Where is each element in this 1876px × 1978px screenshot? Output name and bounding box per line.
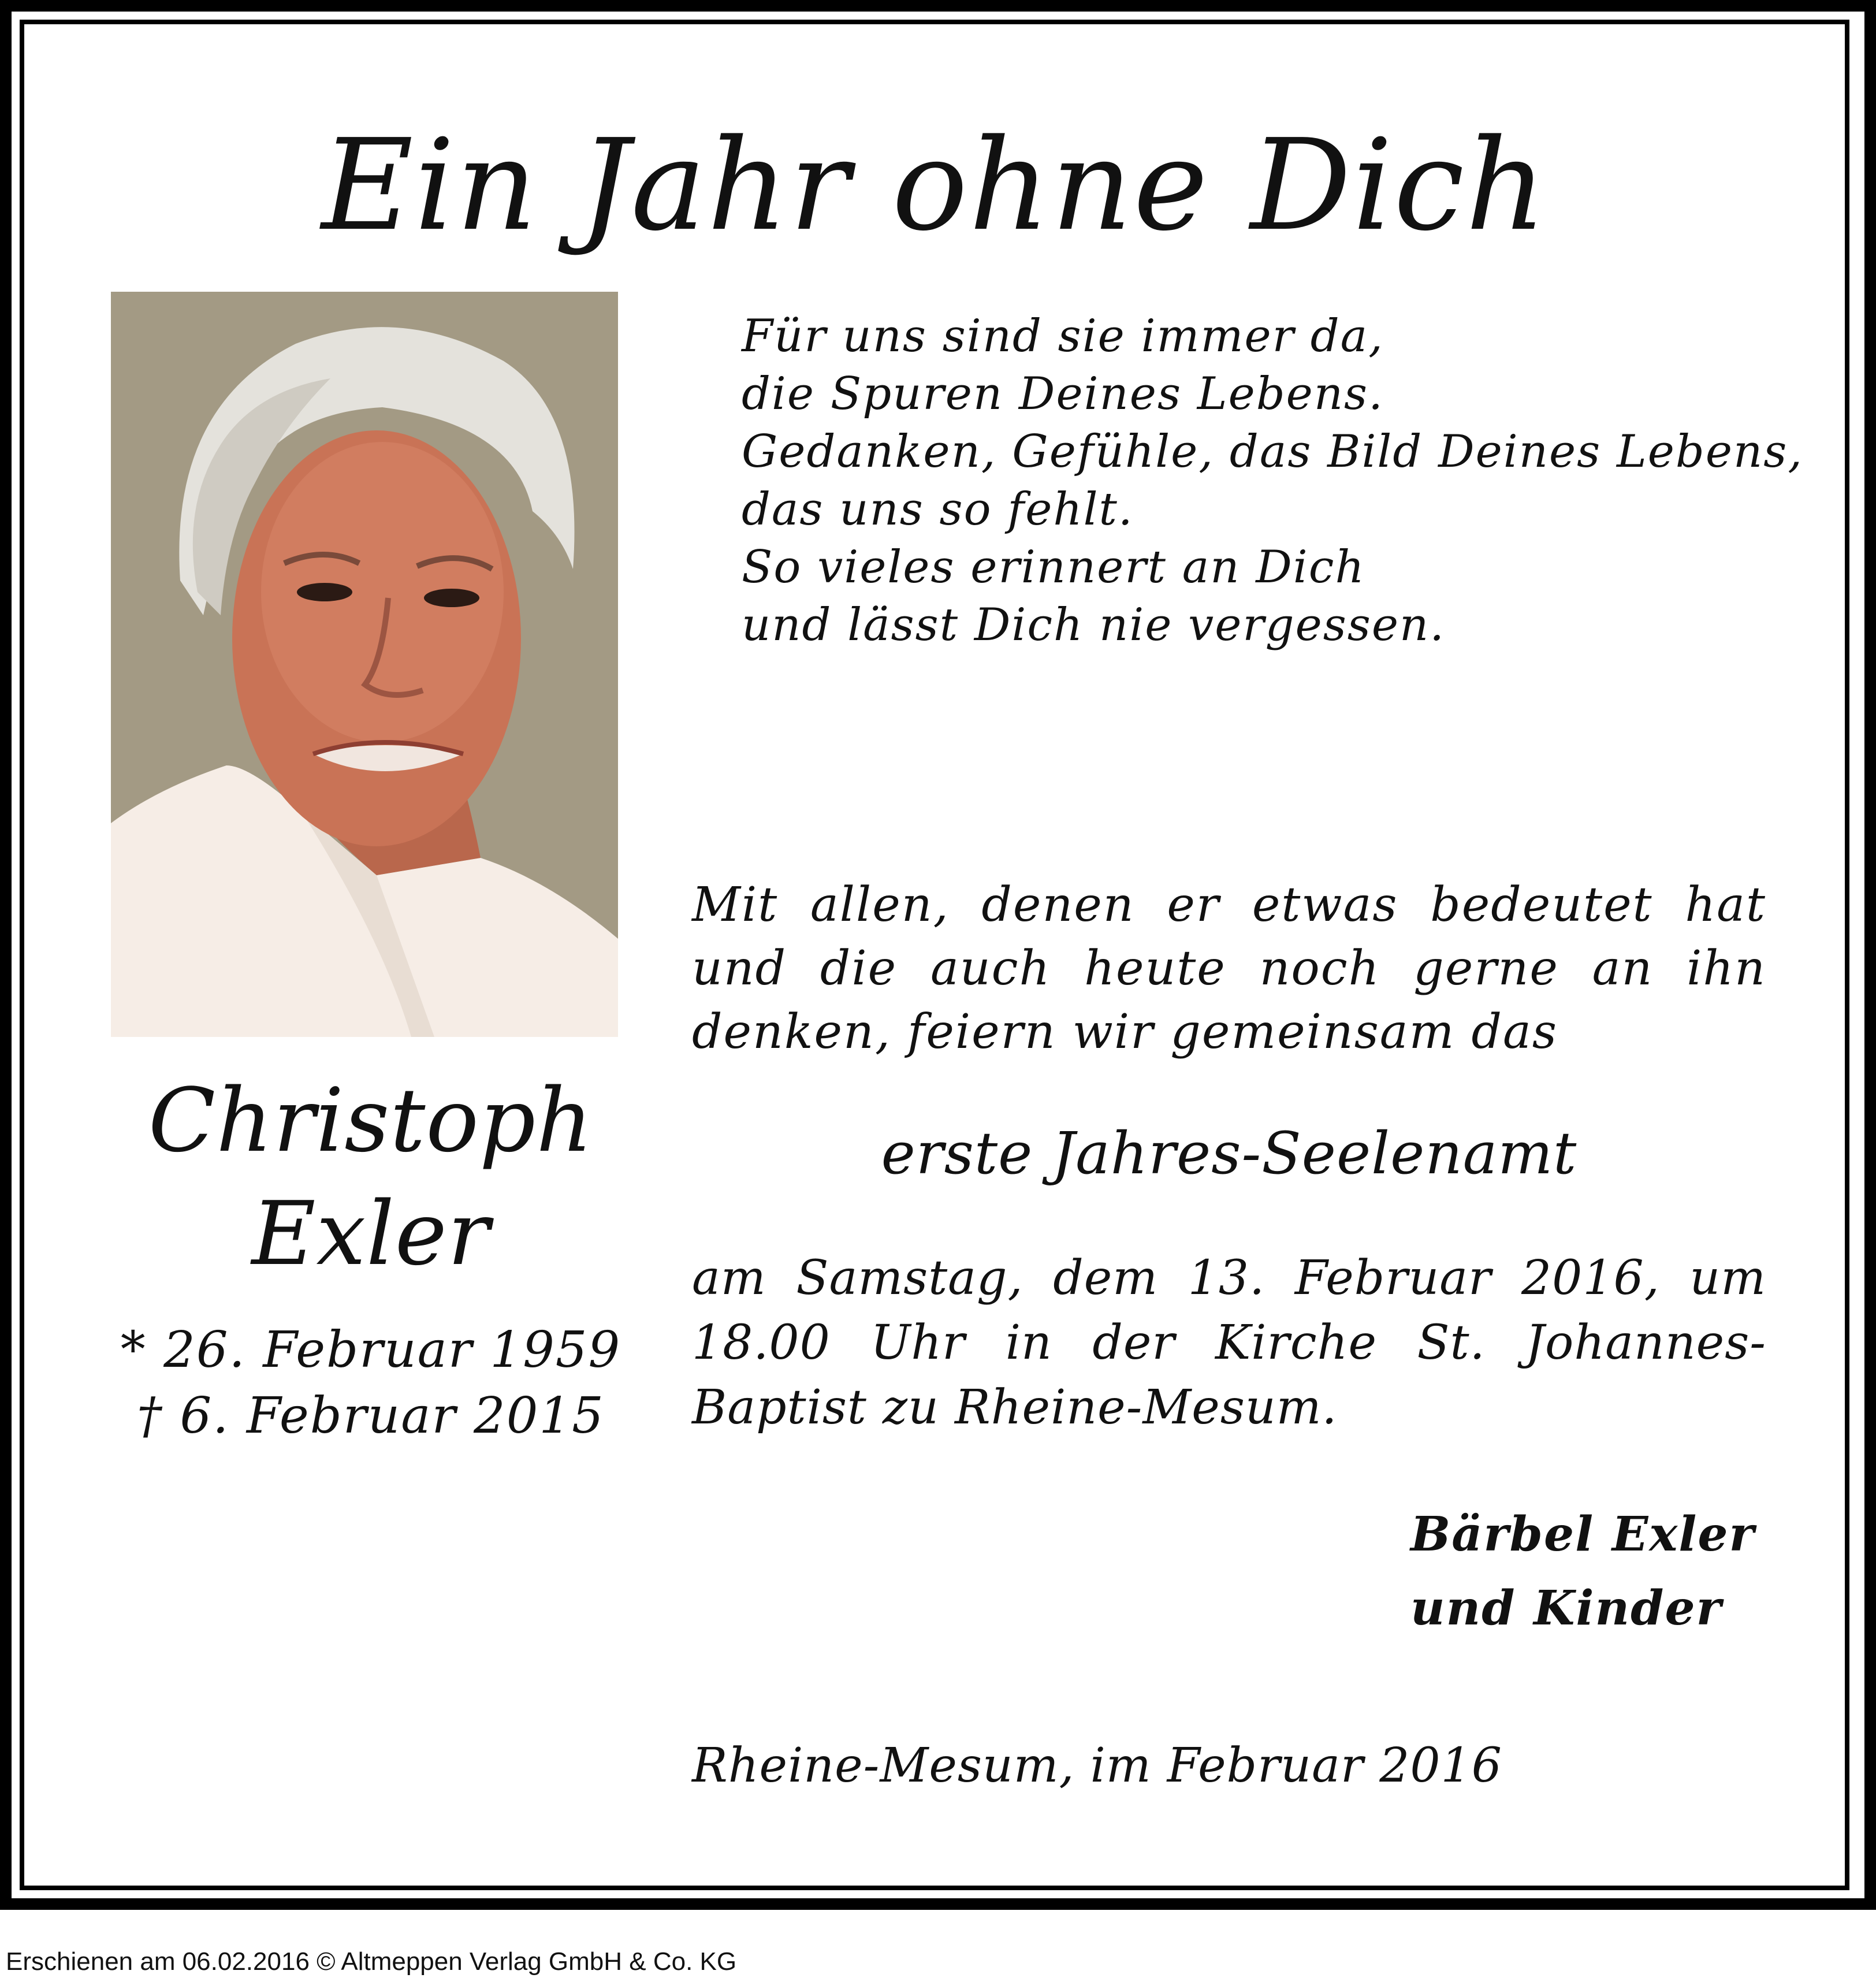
service-name: erste Jahres-Seelenamt — [881, 1120, 1577, 1187]
service-schedule: am Samstag, dem 13. Februar 2016, um 18.00 Uhr in der Kirche St. Johannes-Baptist zu Rheine-Mesum. — [692, 1251, 1766, 1435]
death-date: † 6. Februar 2015 — [137, 1387, 605, 1445]
poem-line: die Spuren Deines Lebens. — [742, 368, 1384, 420]
first-name: Christoph — [148, 1069, 594, 1172]
publication-footer: Erschienen am 06.02.2016 © Altmeppen Verlag GmbH & Co. KG — [6, 1947, 737, 1976]
poem-line: und lässt Dich nie vergessen. — [742, 599, 1446, 651]
poem-line: So vieles erinnert an Dich — [742, 541, 1365, 593]
portrait-photo — [111, 292, 618, 1037]
poem — [742, 307, 1839, 654]
birth-date: * 26. Februar 1959 — [120, 1321, 621, 1379]
deceased-name — [82, 1064, 660, 1291]
headline: Ein Jahr ohne Dich — [321, 113, 1548, 259]
signature — [1410, 1497, 1815, 1645]
signature-line-2: und Kinder — [1410, 1581, 1722, 1636]
portrait-image — [111, 292, 618, 1037]
notice-content — [24, 24, 1845, 1886]
poem-line: das uns so fehlt. — [742, 484, 1134, 536]
last-name: Exler — [251, 1183, 490, 1285]
poem-line: Für uns sind sie immer da, — [742, 310, 1384, 362]
signature-line-1: Bärbel Exler — [1410, 1507, 1755, 1562]
invitation-text: Mit allen, denen er etwas bedeutet hat und die auch heute noch gerne an ihn denken, feiern wir gemeinsam das — [692, 878, 1766, 1059]
life-dates — [82, 1317, 660, 1449]
poem-line: Gedanken, Gefühle, das Bild Deines Lebens, — [742, 426, 1804, 478]
place-and-date: Rheine-Mesum, im Februar 2016 — [692, 1738, 1502, 1793]
